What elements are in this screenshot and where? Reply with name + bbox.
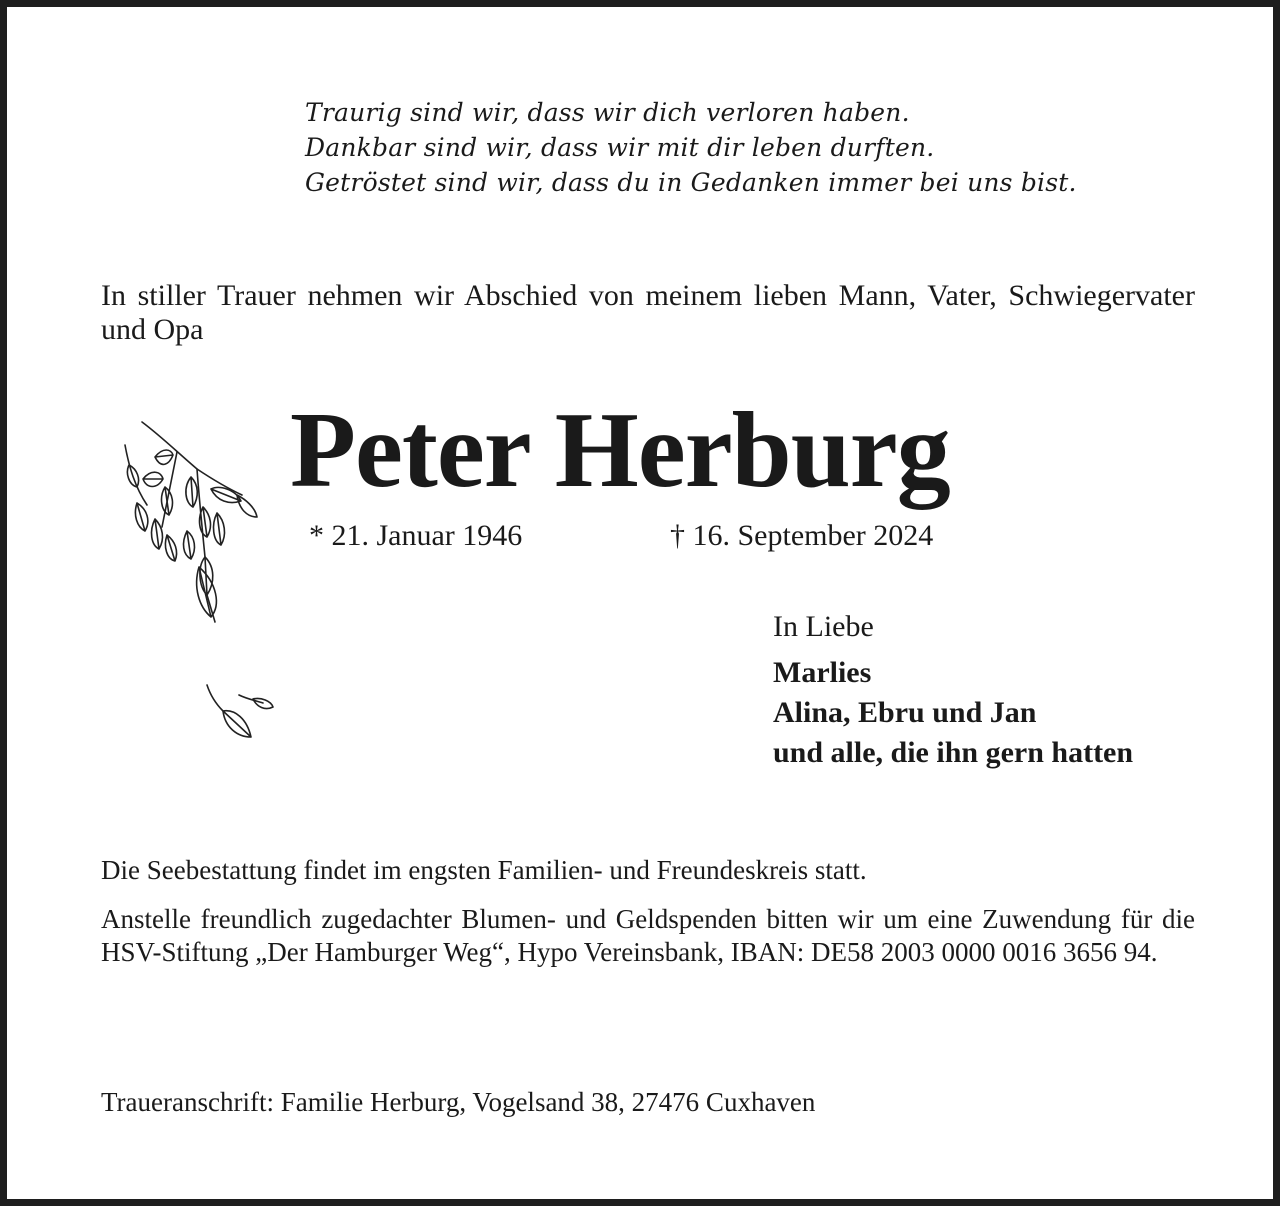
poem-line-2: Dankbar sind wir, dass wir mit dir leben durften. bbox=[305, 133, 935, 162]
poem-line-1: Traurig sind wir, dass wir dich verloren haben. bbox=[305, 98, 910, 127]
intro-text: In stiller Trauer nehmen wir Abschied von meinem lieben Mann, Vater, Schwiegervater und Opa bbox=[101, 279, 1195, 346]
poem bbox=[305, 95, 1205, 200]
family-signature bbox=[773, 607, 1133, 773]
death-date: † 16. September 2024 bbox=[670, 519, 934, 552]
family-member: und alle, die ihn gern hatten bbox=[773, 736, 1134, 769]
birth-date: * 21. Januar 1946 bbox=[309, 519, 523, 552]
family-member: Alina, Ebru und Jan bbox=[773, 696, 1037, 729]
burial-notice: Die Seebestattung findet im engsten Familien- und Freundeskreis statt. bbox=[101, 855, 867, 885]
mourning-address: Traueranschrift: Familie Herburg, Vogelsand 38, 27476 Cuxhaven bbox=[101, 1087, 816, 1117]
birch-branch-icon bbox=[107, 407, 287, 757]
deceased-name: Peter Herburg bbox=[290, 391, 950, 510]
closing-phrase: In Liebe bbox=[773, 610, 874, 643]
poem-line-3: Getröstet sind wir, dass du in Gedanken immer bei uns bist. bbox=[305, 168, 1077, 197]
family-member: Marlies bbox=[773, 656, 872, 689]
donation-notice: Anstelle freundlich zugedachter Blumen- und Geldspenden bitten wir um eine Zuwendung für die HSV-Stiftung „Der Hamburger Weg“, Hypo Vereinsbank, IBAN: DE58 2003 0000 0016 3656 94. bbox=[101, 904, 1195, 967]
